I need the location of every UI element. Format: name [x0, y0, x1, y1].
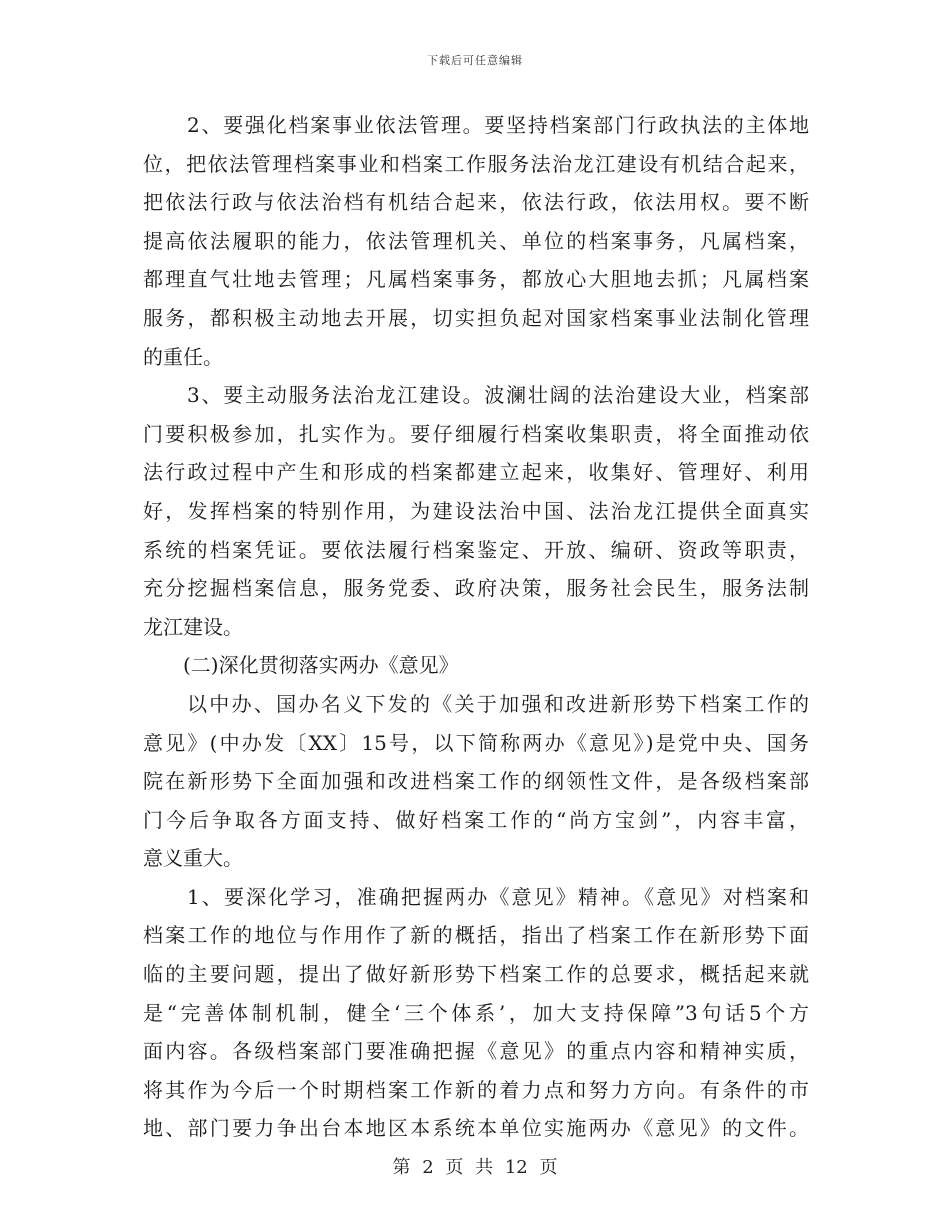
paragraph-line: 是“完善体制机制，健全‘三个体系’，加大支持保障”3句话5个方 [143, 1000, 809, 1025]
paragraph-line: 龙江建设。 [143, 614, 243, 639]
paragraph-line: 意义重大。 [143, 846, 243, 871]
paragraph-line: 以中办、国办名义下发的《关于加强和改进新形势下档案工作的 [187, 691, 809, 716]
section-heading: (二)深化贯彻落实两办《意见》 [183, 653, 459, 678]
paragraph-line: 充分挖掘档案信息，服务党委、政府决策，服务社会民生，服务法制 [143, 576, 809, 601]
paragraph-line: 提高依法履职的能力，依法管理机关、单位的档案事务，凡属档案， [143, 228, 809, 253]
document-body [143, 106, 809, 1148]
paragraph-line: 将其作为今后一个时期档案工作新的着力点和努力方向。有条件的市 [143, 1077, 809, 1102]
paragraph-line: 意见》(中办发〔XX〕15号，以下简称两办《意见》)是党中央、国务 [143, 730, 809, 755]
paragraph-line: 服务，都积极主动地去开展，切实担负起对国家档案事业法制化管理 [143, 305, 809, 330]
paragraph-line: 院在新形势下全面加强和改进档案工作的纲领性文件，是各级档案部 [143, 769, 809, 794]
paragraph-line: 法行政过程中产生和形成的档案都建立起来，收集好、管理好、利用 [143, 460, 809, 485]
paragraph-line: 门今后争取各方面支持、做好档案工作的“尚方宝剑”，内容丰富， [143, 807, 809, 832]
paragraph-line: 2、要强化档案事业依法管理。要坚持档案部门行政执法的主体地 [187, 113, 809, 137]
paragraph-line: 位，把依法管理档案事业和档案工作服务法治龙江建设有机结合起来， [143, 151, 809, 176]
paragraph-line: 把依法行政与依法治档有机结合起来，依法行政，依法用权。要不断 [143, 190, 809, 215]
page-number: 第 2 页 共 12 页 [392, 1157, 558, 1178]
paragraph-line: 都理直气壮地去管理；凡属档案事务，都放心大胆地去抓；凡属档案 [143, 267, 809, 292]
page-header: 下载后可任意编辑 [427, 54, 523, 67]
paragraph-line: 1、要深化学习，准确把握两办《意见》精神。《意见》对档案和 [187, 884, 809, 909]
paragraph-line: 的重任。 [143, 344, 223, 369]
paragraph-line: 3、要主动服务法治龙江建设。波澜壮阔的法治建设大业，档案部 [187, 383, 809, 408]
paragraph-line: 系统的档案凭证。要依法履行档案鉴定、开放、编研、资政等职责， [143, 537, 809, 562]
paragraph-line: 好，发挥档案的特别作用，为建设法治中国、法治龙江提供全面真实 [143, 498, 809, 523]
paragraph-line: 档案工作的地位与作用作了新的概括，指出了档案工作在新形势下面 [143, 923, 809, 948]
paragraph-line: 门要积极参加，扎实作为。要仔细履行档案收集职责，将全面推动依 [143, 421, 809, 446]
paragraph-line: 临的主要问题，提出了做好新形势下档案工作的总要求，概括起来就 [143, 962, 809, 987]
paragraph-line: 地、部门要力争出台本地区本系统本单位实施两办《意见》的文件。 [143, 1116, 809, 1141]
paragraph-line: 面内容。各级档案部门要准确把握《意见》的重点内容和精神实质， [143, 1039, 809, 1064]
